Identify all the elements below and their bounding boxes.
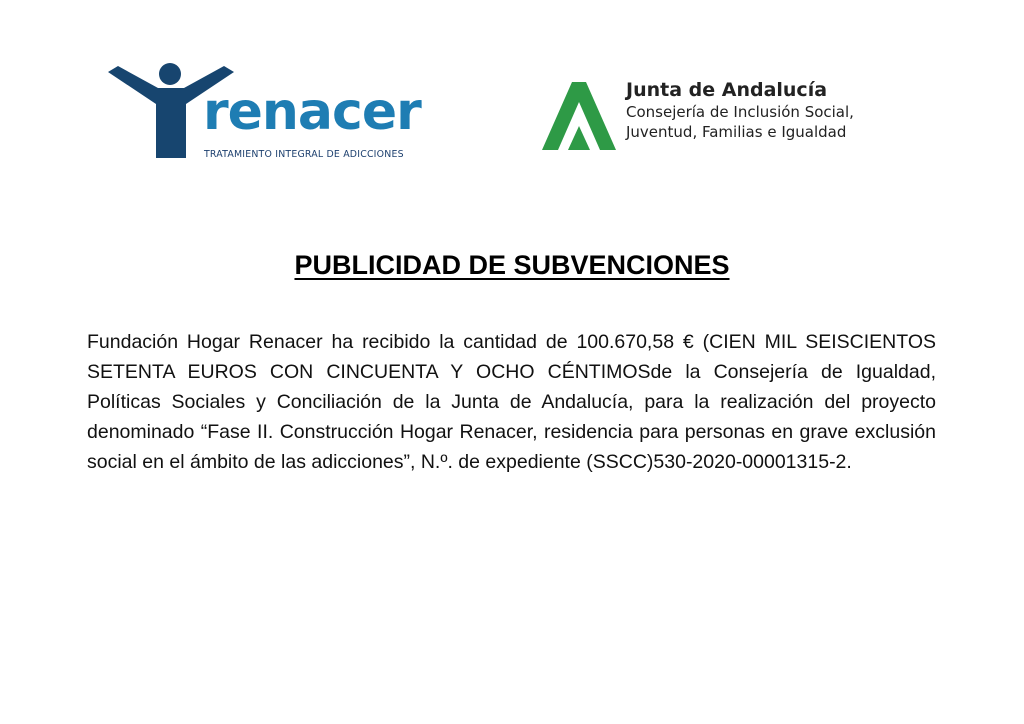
renacer-wordmark: renacer bbox=[203, 82, 421, 142]
page-title: PUBLICIDAD DE SUBVENCIONES bbox=[294, 250, 730, 280]
junta-title: Junta de Andalucía bbox=[626, 79, 828, 101]
junta-andalucia-logo bbox=[542, 78, 882, 154]
junta-andalucia-emblem-icon bbox=[542, 82, 616, 150]
junta-subtitle-line1: Consejería de Inclusión Social, bbox=[626, 103, 854, 121]
renacer-logo bbox=[106, 62, 421, 162]
junta-text-block bbox=[626, 78, 854, 142]
body-paragraph: Fundación Hogar Renacer ha recibido la cantidad de 100.670,58 € (CIEN MIL SEISCIENTOS SETENTA EUROS CON CINCUENTA Y OCHO CÉNTIMOSde la Consejería de Igualdad, Políticas Sociales y Conciliación de la Junta de Andalucía, para la realización del proyecto denominado “Fase II. Construcción Hogar Renacer, residencia para personas en grave exclusión social en el ámbito de las adicciones”, N.º. de expediente (SSCC)530-2020-00001315-2. bbox=[87, 331, 936, 473]
junta-subtitle-line2: Juventud, Familias e Igualdad bbox=[626, 123, 847, 141]
renacer-tagline: TRATAMIENTO INTEGRAL DE ADICCIONES bbox=[204, 149, 404, 160]
